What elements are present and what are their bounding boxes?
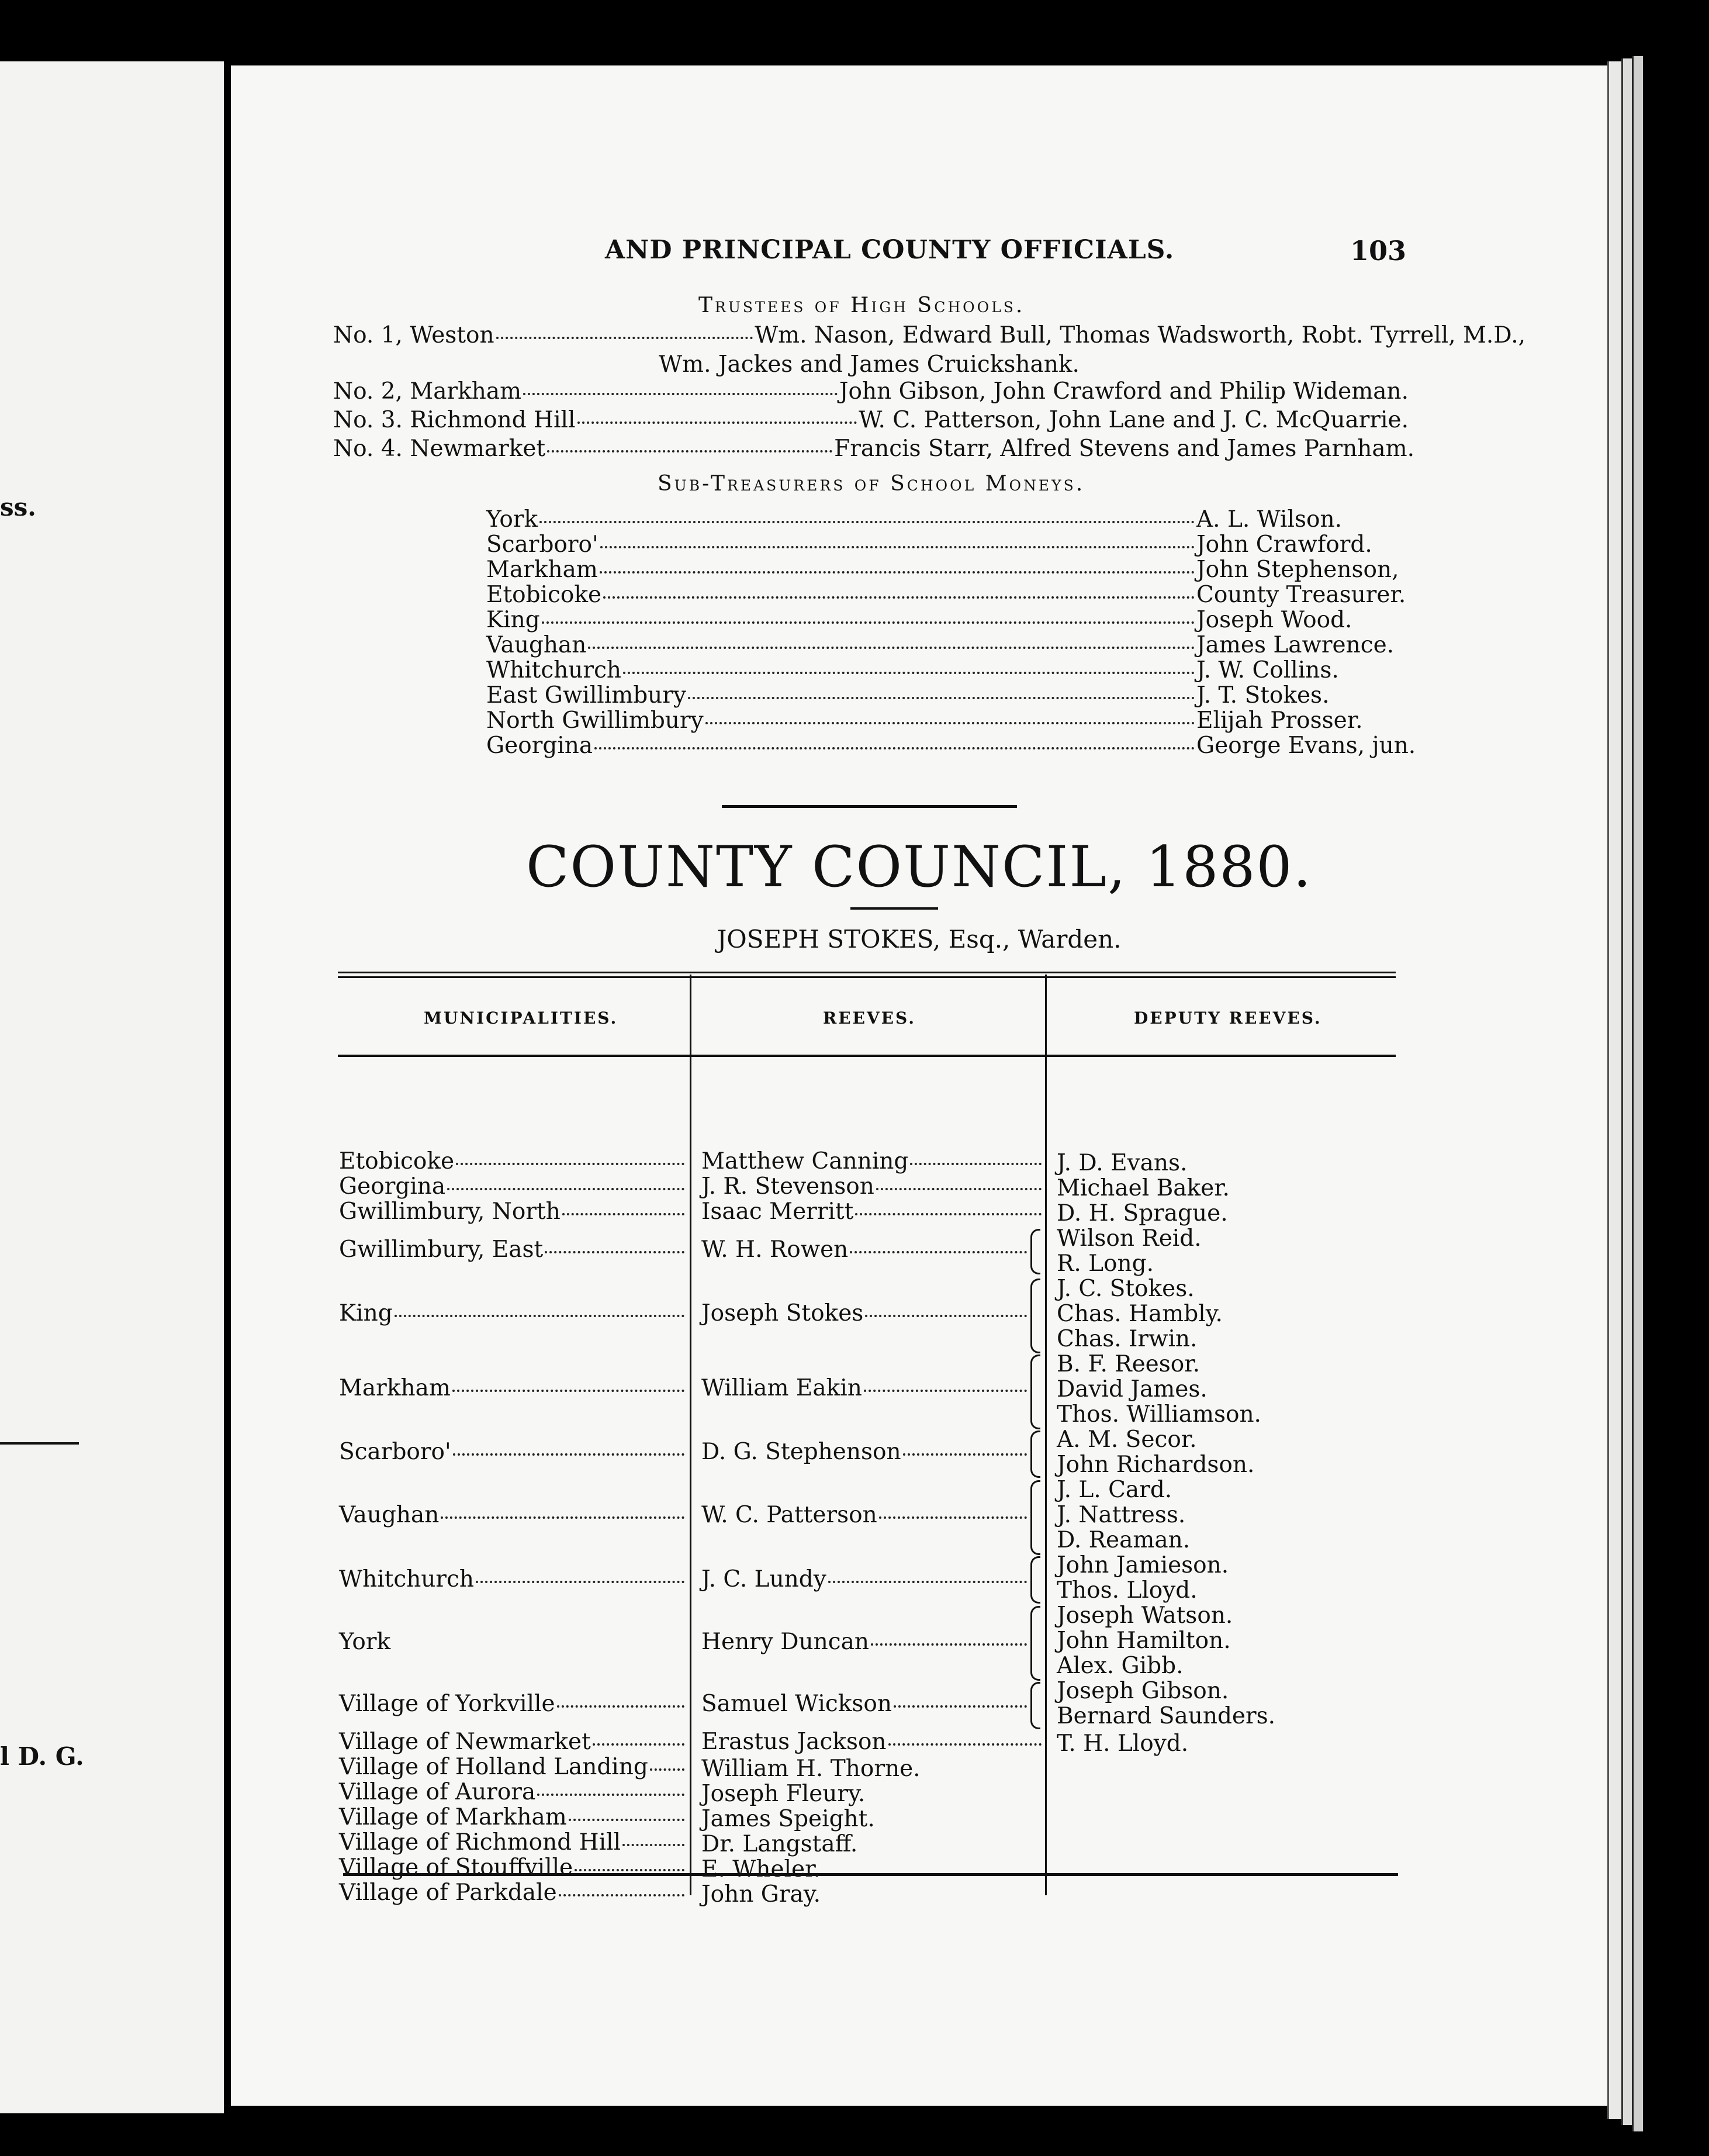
- treasurer-name: John Crawford.: [1196, 531, 1372, 558]
- column-header-municipalities: MUNICIPALITIES.: [424, 1008, 618, 1028]
- leader-dots: [542, 621, 1195, 624]
- treasurer-row: [486, 533, 1433, 556]
- leader-dots: [496, 337, 753, 339]
- treasurer-place: Markham: [486, 557, 598, 583]
- trustee-names: John Gibson, John Crawford and Philip Wideman.: [839, 378, 1409, 405]
- deputy-reeve: J. D. Evans.: [1057, 1150, 1188, 1176]
- deputy-reeve: B. F. Reesor.: [1057, 1351, 1201, 1377]
- running-header: AND PRINCIPAL COUNTY OFFICIALS.: [605, 235, 1175, 265]
- treasurer-place: East Gwillimbury: [486, 682, 686, 709]
- treasurer-place: Etobicoke: [486, 582, 602, 608]
- reeve-cell: Erastus Jackson: [701, 1730, 1043, 1753]
- left-page-fragment-s: ss.: [0, 493, 36, 521]
- treasurer-place: King: [486, 607, 540, 633]
- municipality-cell: Vaughan: [339, 1504, 686, 1526]
- municipality-cell: Village of Richmond Hill: [339, 1831, 686, 1854]
- left-page-fragment-dg: l D. G.: [0, 1742, 84, 1771]
- warden-line: JOSEPH STOKES, Esq., Warden.: [717, 925, 1122, 953]
- treasurer-name: J. W. Collins.: [1196, 657, 1339, 683]
- brace: [1030, 1682, 1040, 1729]
- leader-dots: [623, 672, 1195, 674]
- municipality-cell: Gwillimbury, North: [339, 1200, 686, 1223]
- brace: [1030, 1279, 1040, 1353]
- leader-dots: [600, 571, 1195, 573]
- short-rule: [850, 907, 938, 910]
- treasurer-name: Elijah Prosser.: [1196, 707, 1363, 734]
- treasurer-name: Joseph Wood.: [1196, 607, 1352, 633]
- reeve-cell: W. C. Patterson: [701, 1504, 1029, 1526]
- municipality-cell: Village of Newmarket: [339, 1730, 686, 1753]
- reeve-cell: D. G. Stephenson: [701, 1440, 1029, 1463]
- document-page: [231, 65, 1607, 2106]
- table-top-rule: [338, 972, 1396, 973]
- deputy-reeve: Joseph Gibson.: [1057, 1678, 1229, 1704]
- reeve-cell: Dr. Langstaff.: [701, 1831, 858, 1857]
- municipality-cell: Village of Yorkville: [339, 1692, 686, 1715]
- leader-dots: [523, 393, 838, 395]
- treasurer-place: Georgina: [486, 733, 593, 759]
- municipality-cell: Georgina: [339, 1175, 686, 1198]
- treasurer-place: York: [486, 506, 538, 533]
- treasurer-row: [486, 734, 1433, 757]
- column-header-reeves: REEVES.: [823, 1008, 916, 1028]
- brace: [1030, 1229, 1040, 1274]
- deputy-reeve: John Hamilton.: [1057, 1628, 1231, 1654]
- brace: [1030, 1556, 1040, 1604]
- treasurer-name: John Stephenson,: [1196, 557, 1399, 583]
- deputy-reeve: Chas. Irwin.: [1057, 1326, 1198, 1352]
- reeve-cell: J. C. Lundy: [701, 1568, 1029, 1591]
- deputy-reeve: D. H. Sprague.: [1057, 1200, 1228, 1226]
- municipality-cell: Scarboro': [339, 1440, 686, 1463]
- column-divider: [690, 975, 691, 1895]
- reeve-cell: John Gray.: [701, 1881, 821, 1908]
- deputy-reeve: J. L. Card.: [1057, 1477, 1172, 1503]
- reeve-cell: E. Wheler.: [701, 1856, 821, 1882]
- treasurer-place: North Gwillimbury: [486, 707, 704, 734]
- treasurer-name: County Treasurer.: [1196, 582, 1406, 608]
- municipality-cell: Village of Aurora: [339, 1781, 686, 1803]
- trustee-row: [333, 324, 1525, 347]
- deputy-reeve: Bernard Saunders.: [1057, 1703, 1276, 1729]
- treasurer-row: [486, 709, 1433, 732]
- treasurer-name: A. L. Wilson.: [1196, 506, 1343, 533]
- deputy-reeve: Joseph Watson.: [1057, 1602, 1233, 1629]
- council-title: COUNTY COUNCIL, 1880.: [525, 834, 1313, 900]
- treasurer-row: [486, 659, 1433, 682]
- section-divider: [722, 805, 1017, 808]
- municipality-cell: Gwillimbury, East: [339, 1238, 686, 1261]
- table-header-rule: [338, 1055, 1396, 1057]
- deputy-reeve: Alex. Gibb.: [1057, 1653, 1184, 1679]
- left-facing-page: [0, 61, 224, 2113]
- table-top-rule: [338, 976, 1396, 978]
- trustee-names: Wm. Nason, Edward Bull, Thomas Wadsworth, Robt. Tyrrell, M.D.,: [755, 322, 1525, 348]
- column-divider: [1045, 975, 1047, 1895]
- treasurer-row: [486, 508, 1433, 531]
- trustee-names: Francis Starr, Alfred Stevens and James Parnham.: [834, 436, 1414, 462]
- deputy-reeve: John Jamieson.: [1057, 1552, 1229, 1578]
- treasurer-name: George Evans, jun.: [1196, 733, 1416, 759]
- leader-dots: [600, 546, 1195, 548]
- leader-dots: [594, 747, 1195, 749]
- municipality-cell: York: [339, 1629, 391, 1655]
- municipality-cell: Village of Markham: [339, 1806, 686, 1829]
- reeve-cell: William Eakin: [701, 1377, 1029, 1400]
- municipality-cell: Markham: [339, 1377, 686, 1400]
- treasurer-row: [486, 634, 1433, 657]
- reeve-cell: William H. Thorne.: [701, 1756, 921, 1782]
- leader-dots: [577, 421, 857, 424]
- trustee-school: No. 3. Richmond Hill: [333, 407, 576, 433]
- brace: [1030, 1480, 1040, 1555]
- brace: [1030, 1431, 1040, 1478]
- page-edge: [1607, 61, 1623, 2119]
- leader-dots: [688, 697, 1195, 699]
- left-page-rule: [0, 1442, 79, 1445]
- municipality-cell: Village of Holland Landing: [339, 1756, 686, 1778]
- brace: [1030, 1606, 1040, 1681]
- deputy-reeve: David James.: [1057, 1376, 1208, 1402]
- treasurer-row: [486, 583, 1433, 606]
- treasurer-row: [486, 684, 1433, 707]
- trustee-school: No. 4. Newmarket: [333, 436, 546, 462]
- leader-dots: [588, 647, 1195, 649]
- reeve-cell: W. H. Rowen: [701, 1238, 1029, 1261]
- treasurer-place: Scarboro': [486, 531, 599, 558]
- deputy-reeve: Wilson Reid.: [1057, 1225, 1202, 1252]
- trustee-row: [333, 409, 1409, 431]
- page-number: 103: [1350, 235, 1407, 267]
- deputy-reeve: R. Long.: [1057, 1250, 1154, 1277]
- deputy-reeve: Michael Baker.: [1057, 1175, 1230, 1201]
- reeve-cell: J. R. Stevenson: [701, 1175, 1043, 1198]
- leader-dots: [547, 450, 832, 452]
- trustee-school: No. 1, Weston: [333, 322, 494, 348]
- page-edge: [1632, 56, 1643, 2131]
- column-header-deputy-reeves: DEPUTY REEVES.: [1134, 1008, 1322, 1028]
- reeve-cell: Joseph Stokes: [701, 1302, 1029, 1325]
- brace: [1030, 1355, 1040, 1429]
- trustee-row: [333, 380, 1409, 403]
- deputy-reeve: John Richardson.: [1057, 1452, 1255, 1478]
- municipality-cell: Etobicoke: [339, 1150, 686, 1173]
- trustee-row: [333, 437, 1414, 460]
- leader-dots: [705, 722, 1195, 724]
- treasurer-place: Vaughan: [486, 632, 587, 658]
- treasurer-name: J. T. Stokes.: [1196, 682, 1330, 709]
- sub-treasurers-heading: Sub-Treasurers of School Moneys.: [658, 472, 1085, 496]
- deputy-reeve: Chas. Hambly.: [1057, 1301, 1223, 1327]
- treasurer-row: [486, 558, 1433, 581]
- deputy-reeve: Thos. Lloyd.: [1057, 1577, 1198, 1604]
- deputy-reeve: Thos. Williamson.: [1057, 1401, 1261, 1428]
- reeve-cell: Isaac Merritt: [701, 1200, 1043, 1223]
- reeve-cell: Matthew Canning: [701, 1150, 1043, 1173]
- reeve-cell: Samuel Wickson: [701, 1692, 1029, 1715]
- trustee-names: W. C. Patterson, John Lane and J. C. McQuarrie.: [859, 407, 1409, 433]
- deputy-reeve: T. H. Lloyd.: [1057, 1730, 1189, 1757]
- treasurer-name: James Lawrence.: [1196, 632, 1395, 658]
- deputy-reeve: J. C. Stokes.: [1057, 1276, 1195, 1302]
- treasurer-place: Whitchurch: [486, 657, 622, 683]
- leader-dots: [539, 521, 1195, 523]
- treasurer-row: [486, 609, 1433, 631]
- municipality-cell: Village of Parkdale: [339, 1881, 686, 1904]
- reeve-cell: Joseph Fleury.: [701, 1781, 866, 1807]
- trustees-heading: Trustees of High Schools.: [698, 293, 1025, 317]
- deputy-reeve: J. Nattress.: [1057, 1502, 1186, 1528]
- reeve-cell: Henry Duncan: [701, 1630, 1029, 1653]
- trustee-school: No. 2, Markham: [333, 378, 522, 405]
- reeve-cell: James Speight.: [701, 1806, 875, 1832]
- deputy-reeve: A. M. Secor.: [1057, 1426, 1197, 1453]
- municipality-cell: King: [339, 1302, 686, 1325]
- deputy-reeve: D. Reaman.: [1057, 1527, 1191, 1553]
- municipality-cell: Village of Stouffville: [339, 1856, 686, 1879]
- leader-dots: [603, 596, 1195, 599]
- municipality-cell: Whitchurch: [339, 1568, 686, 1591]
- trustee-names-continued: Wm. Jackes and James Cruickshank.: [659, 351, 1080, 378]
